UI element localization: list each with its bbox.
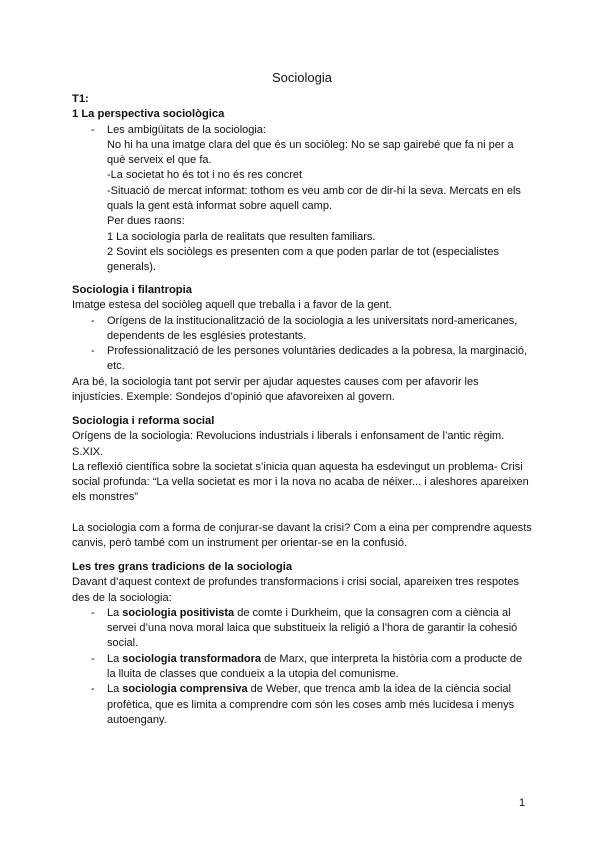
- bullet-dash: -: [91, 314, 95, 327]
- bullet-dash: -: [91, 345, 95, 358]
- list-item: - Les ambigüitats de la sociologia:: [72, 123, 532, 138]
- paragraph: La sociologia com a forma de conjurar-se davant la crisi? Com a eina per comprendre aquests canvis, però també com un instrument per orientar-se en la confusió.: [72, 521, 532, 550]
- section-heading: Sociologia i filantropia: [72, 284, 192, 296]
- paragraph: 2 Sovint els sociòlegs es presenten com a que poden parlar de tot (especialistes generals).: [107, 245, 499, 274]
- paragraph: 1 La sociologia parla de realitats que resulten familiars.: [107, 230, 376, 243]
- paragraph: -La societat ho és tot i no és res concret: [107, 169, 303, 182]
- section-perspectiva: [72, 92, 532, 276]
- list-item: - Professionalització de les persones voluntàries dedicades a la pobresa, la marginació, etc.: [91, 345, 528, 373]
- list-item: - La sociologia comprensiva de Weber, que trenca amb la idea de la ciència social profètica, que es limita a comprendre com són les coses amb més lucidesa i menys autoengany.: [91, 683, 515, 726]
- bullet-dash: -: [91, 123, 95, 136]
- paragraph: Ara bé, la sociologia tant pot servir per ajudar aquestes causes com per afavorir les injustícies. Exemple: Sondejos d’opinió que afavoreixen al govern.: [72, 375, 479, 404]
- page-title: Sociologia: [272, 70, 332, 85]
- paragraph: Orígens de la sociologia: Revolucions industrials i liberals i enfonsament de l’antic règim. S.XIX.: [72, 430, 505, 458]
- bullet-dash: -: [91, 652, 95, 665]
- topic-label: T1:: [72, 93, 89, 105]
- page-number: 1: [519, 797, 526, 809]
- paragraph: No hi ha una imatge clara del que és un sociòleg: No se sap gairebé que fa ni per a què serveix el que fa.: [107, 138, 514, 167]
- section-reforma-social: [72, 414, 532, 551]
- bullet-dash: -: [91, 606, 95, 619]
- section-heading: 1 La perspectiva sociològica: [72, 108, 225, 121]
- list-item: - La sociologia positivista de comte i Durkheim, que la consagren com a ciència al servei d’una nova moral laica que substitueix la religió a l’hora de garantir la cohesió social.: [91, 606, 518, 650]
- bullet-dash: -: [91, 683, 95, 696]
- section-heading: Les tres grans tradicions de la sociologia: [72, 561, 293, 573]
- list-item: - Orígens de la institucionalització de la sociologia a les universitats nord-americanes, dependents de les esglésies protestants.: [91, 314, 518, 342]
- paragraph: La reflexió científica sobre la societat s’inicia quan aquesta ha esdevingut un problema- Crisi social profunda: “La vella societat es mor i la nova no acaba de néixer... i aleshores apareixen els monstres”: [72, 460, 529, 504]
- section-heading: Sociologia i reforma social: [72, 415, 215, 427]
- paragraph: -Situació de mercat informat: tothom es veu amb cor de dir-hi la seva. Mercats en els quals la gent està informat sobre aquell camp.: [107, 184, 521, 213]
- section-tradicions: [72, 560, 532, 728]
- paragraph: Davant d’aquest context de profundes transformacions i crisi social, apareixen tres respotes des de la sociologia:: [72, 576, 519, 604]
- paragraph: Per dues raons:: [107, 215, 185, 228]
- paragraph: Imatge estesa del sociòleg aquell que treballa i a favor de la gent.: [72, 299, 392, 312]
- list-item: - La sociologia transformadora de Marx, que interpreta la història com a producte de la lluita de classes que condueix a la utopia del comunisme.: [91, 652, 523, 681]
- section-filantropia: [72, 283, 532, 405]
